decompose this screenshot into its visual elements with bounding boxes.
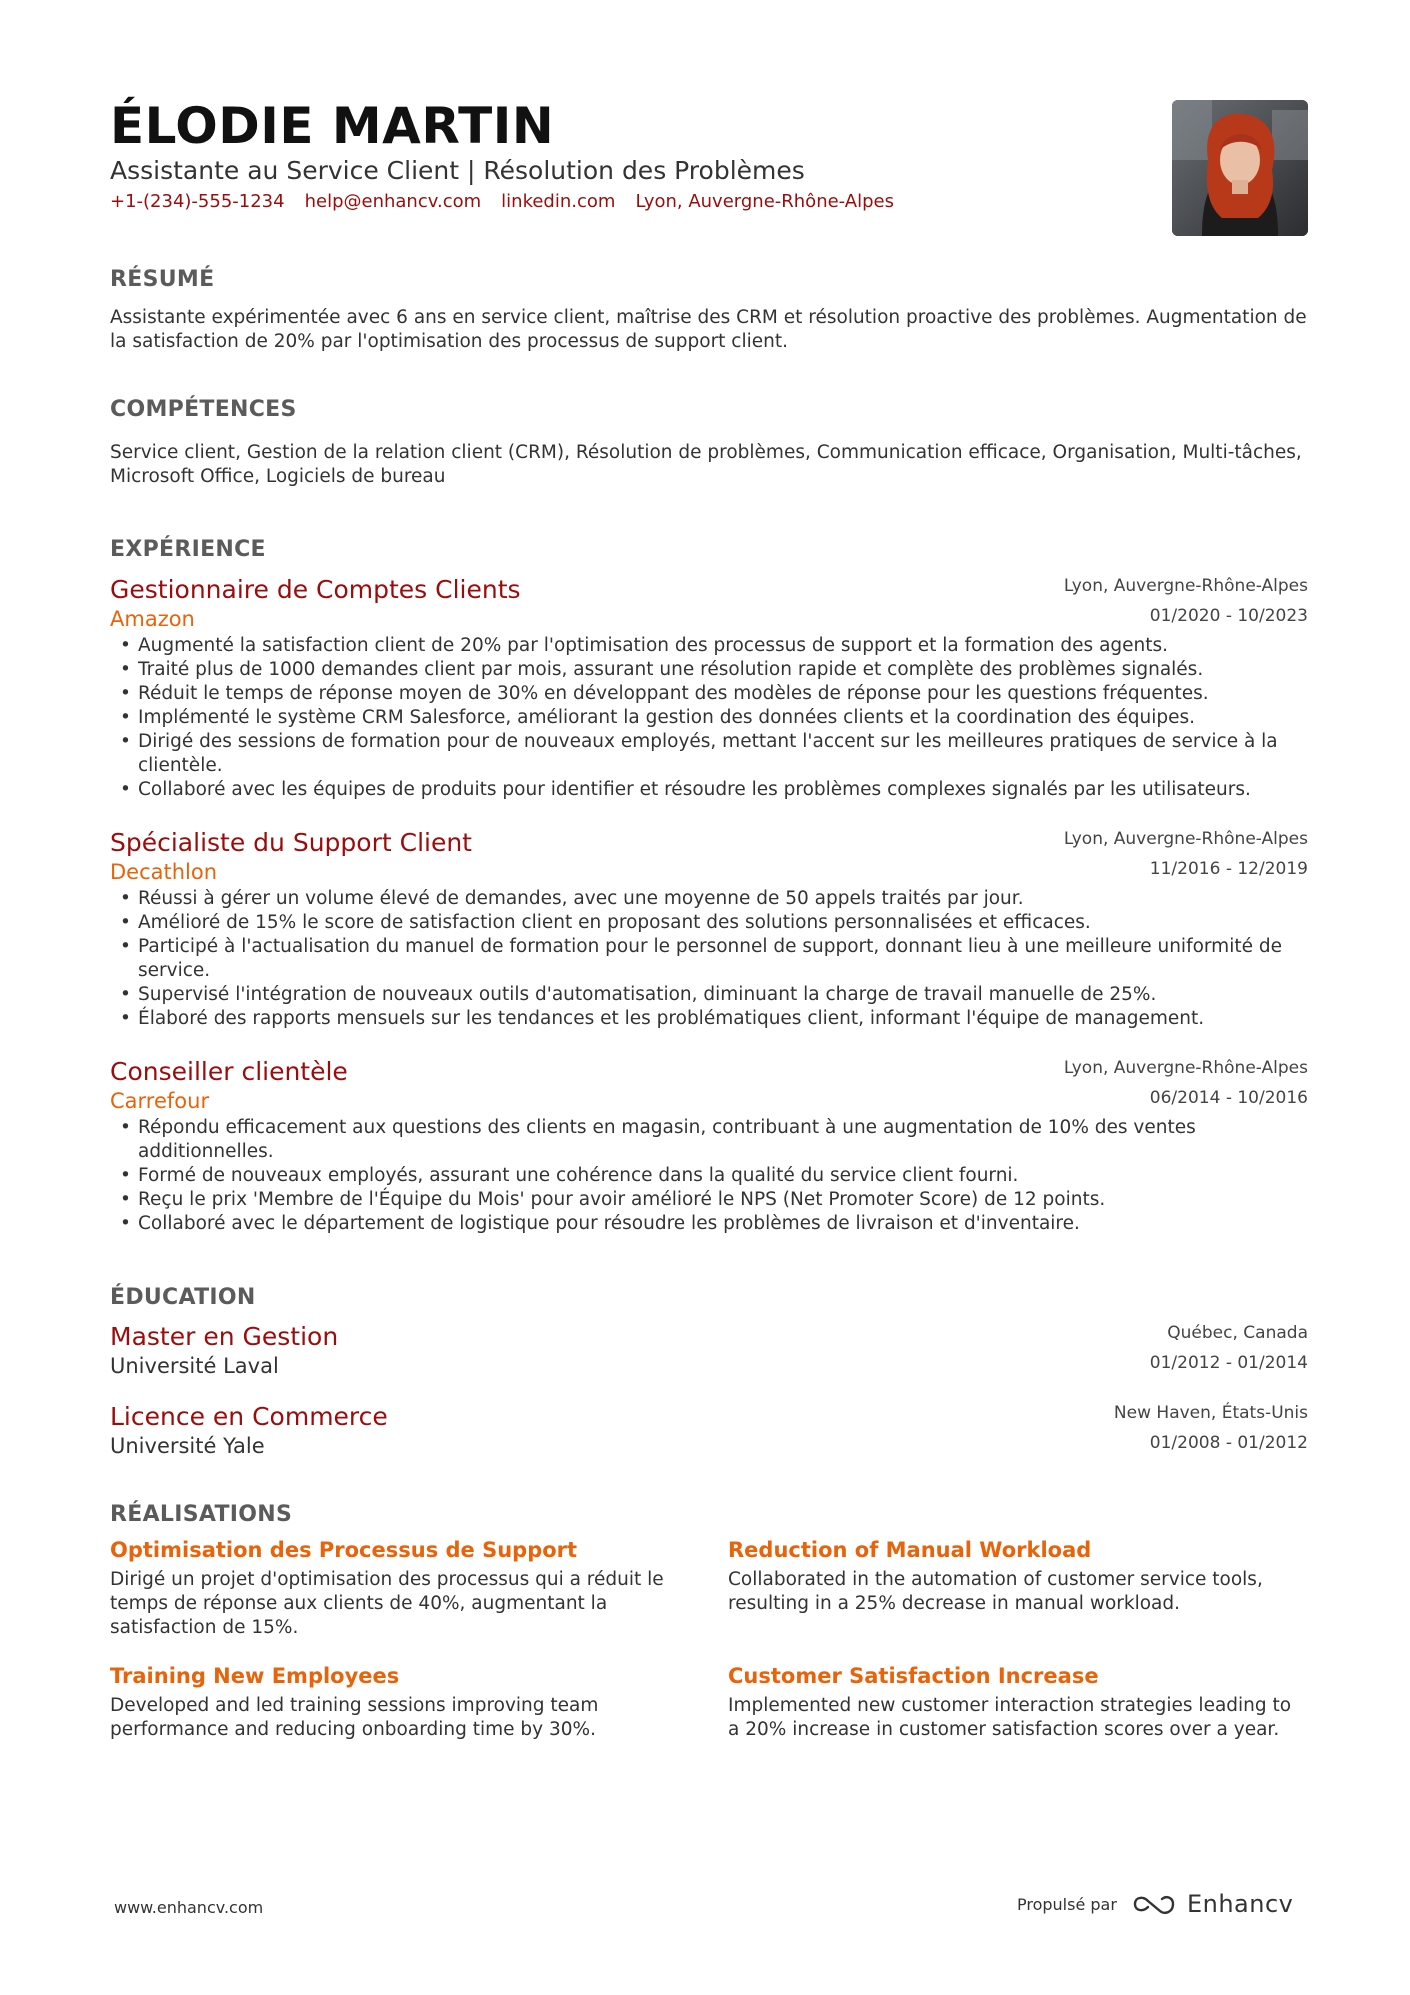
- job-location: Lyon, Auvergne-Rhône-Alpes: [1063, 829, 1308, 849]
- candidate-name: ÉLODIE MARTIN: [110, 97, 555, 155]
- contact-email[interactable]: help@enhancv.com: [304, 191, 482, 212]
- job-entry: [110, 574, 1308, 802]
- achievement-title: Optimisation des Processus de Support: [110, 1538, 578, 1562]
- job-bullet: • Traité plus de 1000 demandes client par mois, assurant une résolution rapide et complète des problèmes signalés.: [138, 658, 1308, 682]
- job-entry: [110, 1056, 1308, 1236]
- job-bullets: [110, 634, 1308, 802]
- job-bullet: • Participé à l'actualisation du manuel de formation pour le personnel de support, donnant lieu à une meilleure uniformité de service.: [138, 935, 1308, 983]
- contact-location: Lyon, Auvergne-Rhône-Alpes: [635, 191, 894, 212]
- job-bullet: • Élaboré des rapports mensuels sur les tendances et les problématiques client, informant l'équipe de management.: [138, 1007, 1308, 1031]
- job-bullet: • Supervisé l'intégration de nouveaux outils d'automatisation, diminuant la charge de travail manuelle de 25%.: [138, 983, 1308, 1007]
- achievement-desc: Implemented new customer interaction strategies leading to a 20% increase in customer satisfaction scores over a year.: [728, 1695, 1292, 1740]
- education-school: Université Yale: [110, 1434, 265, 1458]
- profile-photo: [1172, 100, 1308, 236]
- achievement-title: Training New Employees: [110, 1664, 400, 1688]
- job-bullet: • Dirigé des sessions de formation pour de nouveaux employés, mettant l'accent sur les meilleures pratiques de service à la clientèle.: [138, 730, 1308, 778]
- job-bullet: • Amélioré de 15% le score de satisfaction client en proposant des solutions personnalisées et efficaces.: [138, 911, 1308, 935]
- job-entry: [110, 827, 1308, 1031]
- job-bullet: • Formé de nouveaux employés, assurant une cohérence dans la qualité du service client fourni.: [138, 1164, 1308, 1188]
- candidate-title: Assistante au Service Client | Résolution des Problèmes: [110, 156, 805, 185]
- achievements-heading: RÉALISATIONS: [110, 1502, 293, 1527]
- job-dates: 06/2014 - 10/2016: [1149, 1088, 1308, 1108]
- summary-heading: RÉSUMÉ: [110, 267, 215, 292]
- job-role: Spécialiste du Support Client: [110, 828, 472, 857]
- enhancv-logo[interactable]: [1131, 1890, 1293, 1918]
- job-bullet: • Réussi à gérer un volume élevé de demandes, avec une moyenne de 50 appels traités par jour.: [138, 887, 1308, 911]
- footer-website[interactable]: www.enhancv.com: [114, 1898, 264, 1917]
- achievement-item: [728, 1536, 1308, 1616]
- education-school: Université Laval: [110, 1354, 279, 1378]
- job-location: Lyon, Auvergne-Rhône-Alpes: [1063, 576, 1308, 596]
- experience-heading: EXPÉRIENCE: [110, 537, 266, 562]
- job-bullet: • Répondu efficacement aux questions des clients en magasin, contribuant à une augmentation de 10% des ventes additionnelles.: [138, 1116, 1308, 1164]
- education-location: Québec, Canada: [1167, 1323, 1308, 1343]
- achievement-desc: Developed and led training sessions improving team performance and reducing onboarding time by 30%.: [110, 1695, 599, 1740]
- footer-brand: [1017, 1890, 1293, 1918]
- job-company: Carrefour: [110, 1089, 210, 1113]
- achievement-desc: Dirigé un projet d'optimisation des processus qui a réduit le temps de réponse aux clients de 40%, augmentant la satisfaction de 15%.: [110, 1569, 664, 1638]
- brand-name: Enhancv: [1186, 1890, 1294, 1918]
- skills-text: Service client, Gestion de la relation client (CRM), Résolution de problèmes, Communication efficace, Organisation, Multi-tâches, Microsoft Office, Logiciels de bureau: [110, 442, 1302, 487]
- education-degree: Licence en Commerce: [110, 1402, 388, 1431]
- achievement-desc: Collaborated in the automation of customer service tools, resulting in a 25% decrease in manual workload.: [728, 1569, 1263, 1614]
- job-dates: 11/2016 - 12/2019: [1149, 859, 1308, 879]
- powered-by-label: Propulsé par: [1017, 1894, 1117, 1914]
- job-dates: 01/2020 - 10/2023: [1149, 606, 1308, 626]
- education-entry: [110, 1321, 1308, 1381]
- job-bullet: • Augmenté la satisfaction client de 20% par l'optimisation des processus de support et la formation des agents.: [138, 634, 1308, 658]
- summary-text: Assistante expérimentée avec 6 ans en service client, maîtrise des CRM et résolution proactive des problèmes. Augmentation de la satisfaction de 20% par l'optimisation des processus de support client.: [110, 307, 1307, 352]
- education-location: New Haven, États-Unis: [1113, 1403, 1308, 1423]
- skills-heading: COMPÉTENCES: [110, 397, 297, 422]
- achievement-title: Customer Satisfaction Increase: [728, 1664, 1099, 1688]
- job-bullet: • Reçu le prix 'Membre de l'Équipe du Mois' pour avoir amélioré le NPS (Net Promoter Score) de 12 points.: [138, 1188, 1308, 1212]
- infinity-logo-icon: [1131, 1892, 1177, 1916]
- contact-phone[interactable]: +1-(234)-555-1234: [110, 191, 285, 212]
- job-company: Amazon: [110, 607, 195, 631]
- portrait-image: [1172, 100, 1308, 236]
- education-degree: Master en Gestion: [110, 1322, 339, 1351]
- education-heading: ÉDUCATION: [110, 1285, 256, 1310]
- job-bullet: • Collaboré avec les équipes de produits pour identifier et résoudre les problèmes complexes signalés par les utilisateurs.: [138, 778, 1308, 802]
- achievement-item: [110, 1536, 690, 1640]
- education-dates: 01/2012 - 01/2014: [1149, 1353, 1308, 1373]
- contact-linkedin[interactable]: linkedin.com: [501, 191, 616, 212]
- achievement-title: Reduction of Manual Workload: [728, 1538, 1092, 1562]
- job-role: Conseiller clientèle: [110, 1057, 348, 1086]
- achievement-item: [728, 1662, 1308, 1742]
- job-bullets: [110, 1116, 1308, 1236]
- job-bullets: [110, 887, 1308, 1031]
- education-dates: 01/2008 - 01/2012: [1149, 1433, 1308, 1453]
- achievement-item: [110, 1662, 690, 1742]
- job-location: Lyon, Auvergne-Rhône-Alpes: [1063, 1058, 1308, 1078]
- job-bullet: • Réduit le temps de réponse moyen de 30% en développant des modèles de réponse pour les questions fréquentes.: [138, 682, 1308, 706]
- job-company: Decathlon: [110, 860, 218, 884]
- job-bullet: • Implémenté le système CRM Salesforce, améliorant la gestion des données clients et la coordination des équipes.: [138, 706, 1308, 730]
- job-role: Gestionnaire de Comptes Clients: [110, 575, 521, 604]
- job-bullet: • Collaboré avec le département de logistique pour résoudre les problèmes de livraison et d'inventaire.: [138, 1212, 1308, 1236]
- contact-line: [110, 190, 914, 214]
- education-entry: [110, 1401, 1308, 1461]
